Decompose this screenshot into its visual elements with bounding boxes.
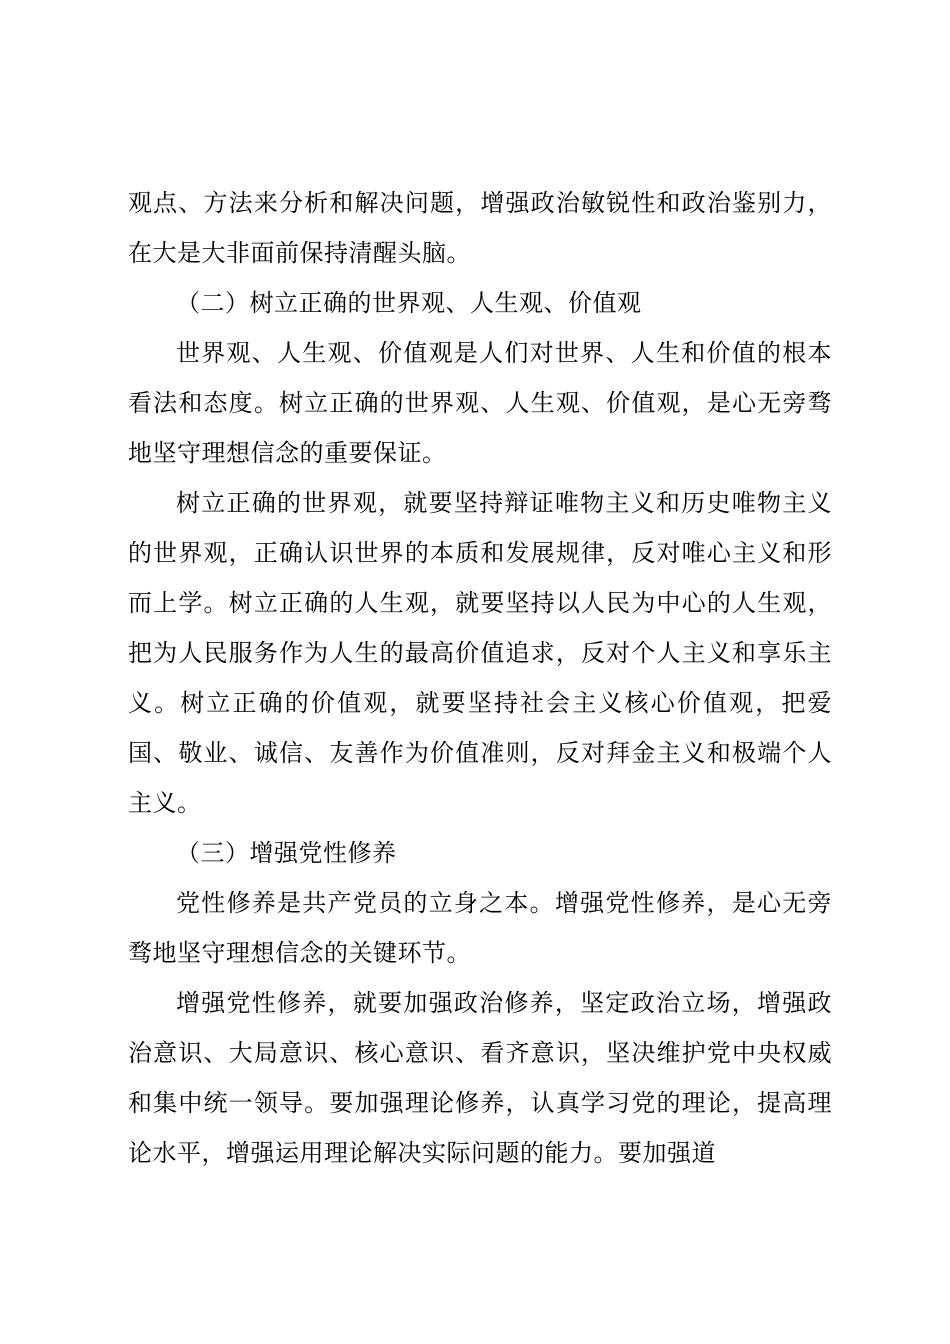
document-body bbox=[128, 178, 832, 1178]
section-heading-2: （二）树立正确的世界观、人生观、价值观 bbox=[176, 289, 642, 317]
paragraph-party-spirit-intro: 党性修养是共产党员的立身之本。增强党性修养，是心无旁骛地坚守理想信念的关键环节。 bbox=[128, 889, 832, 967]
paragraph-worldview-detail: 树立正确的世界观，就要坚持辩证唯物主义和历史唯物主义的世界观，正确认识世界的本质和发展规律，反对唯心主义和形而上学。树立正确的人生观，就要坚持以人民为中心的人生观，把为人民服务作为人生的最高价值追求，反对个人主义和享乐主义。树立正确的价值观，就要坚持社会主义核心价值观，把爱国、敬业、诚信、友善作为价值准则，反对拜金主义和极端个人主义。 bbox=[128, 489, 832, 817]
paragraph-continuation: 观点、方法来分析和解决问题，增强政治敏锐性和政治鉴别力，在大是大非面前保持清醒头脑。 bbox=[128, 189, 832, 267]
paragraph-party-spirit-detail: 增强党性修养，就要加强政治修养，坚定政治立场，增强政治意识、大局意识、核心意识、看齐意识，坚决维护党中央权威和集中统一领导。要加强理论修养，认真学习党的理论，提高理论水平，增强运用理论解决实际问题的能力。要加强道 bbox=[128, 989, 832, 1167]
section-heading-3: （三）增强党性修养 bbox=[176, 839, 397, 867]
paragraph-worldview-intro: 世界观、人生观、价值观是人们对世界、人生和价值的根本看法和态度。树立正确的世界观、人生观、价值观，是心无旁骛地坚守理想信念的重要保证。 bbox=[128, 339, 832, 467]
